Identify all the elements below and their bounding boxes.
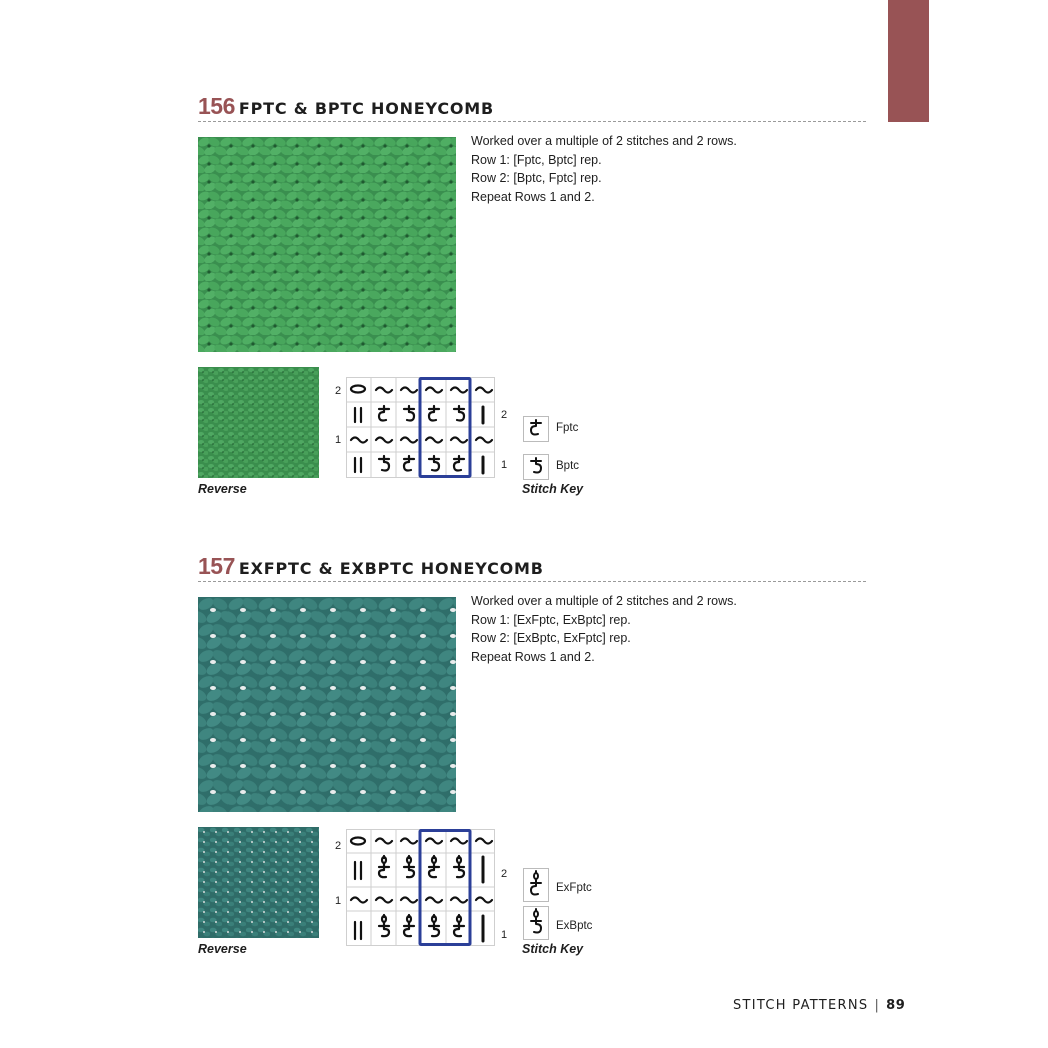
chain-symbol — [401, 438, 417, 443]
pattern-number: 156 — [198, 93, 235, 119]
chain-symbol — [476, 839, 492, 844]
chain-symbol — [426, 438, 442, 443]
dashed-rule — [198, 121, 866, 122]
instruction-line: Row 2: [ExBptc, ExFptc] rep. — [471, 631, 631, 645]
instruction-line: Repeat Rows 1 and 2. — [471, 189, 595, 204]
chain-symbol — [451, 898, 467, 903]
instruction-line: Repeat Rows 1 and 2. — [471, 649, 595, 664]
exbptc-symbol — [454, 856, 464, 877]
bptc-symbol — [404, 406, 414, 421]
instruction-line: Row 1: [ExFptc, ExBptc] rep. — [471, 612, 631, 627]
exfptc-symbol — [454, 915, 464, 936]
bptc-icon — [524, 455, 548, 479]
swatch-photo — [198, 597, 456, 812]
chain-symbol — [451, 839, 467, 844]
chain-symbol — [351, 438, 367, 443]
chart-row-number: 1 — [335, 434, 342, 446]
instructions — [471, 132, 737, 206]
chart-row-number: 2 — [501, 868, 508, 880]
chain-symbol — [401, 898, 417, 903]
chain-symbol — [451, 438, 467, 443]
pattern-title: EXFPTC & EXBPTC HONEYCOMB — [238, 559, 544, 578]
key-symbol-box — [523, 416, 549, 442]
exbptc-symbol — [429, 915, 439, 936]
chain-symbol — [451, 388, 467, 393]
key-symbol-box — [523, 454, 549, 480]
fptc-symbol — [429, 406, 439, 421]
stitch-chart — [346, 829, 496, 947]
chain-symbol — [401, 388, 417, 393]
chain-symbol — [376, 388, 392, 393]
fptc-symbol — [404, 456, 414, 471]
page-footer — [733, 998, 905, 1013]
chain-symbol — [426, 839, 442, 844]
stitch-key-title: Stitch Key — [522, 942, 584, 956]
chain-symbol — [351, 386, 365, 393]
dashed-rule — [198, 581, 866, 582]
reverse-label: Reverse — [198, 482, 247, 496]
chain-symbol — [476, 438, 492, 443]
fptc-icon — [524, 417, 548, 441]
instruction-line: Worked over a multiple of 2 stitches and 2 rows. — [471, 594, 737, 608]
footer-section: STITCH PATTERNS — [733, 998, 869, 1013]
instructions — [471, 592, 737, 666]
chain-symbol — [376, 438, 392, 443]
chain-symbol — [351, 898, 367, 903]
exfptc-symbol — [429, 856, 439, 877]
fptc-symbol — [454, 456, 464, 471]
fptc-symbol — [379, 406, 389, 421]
exfptc-symbol — [379, 856, 389, 877]
chart-row-number: 1 — [335, 895, 342, 907]
stitch-key-title: Stitch Key — [522, 482, 584, 496]
chart-row-number: 2 — [335, 385, 342, 397]
exfptc-symbol — [404, 915, 414, 936]
chain-symbol — [401, 839, 417, 844]
bptc-symbol — [379, 456, 389, 471]
exbptc-icon — [524, 907, 548, 939]
chart-row-number: 1 — [501, 929, 508, 941]
stitch-chart — [346, 377, 496, 479]
footer-separator: | — [874, 998, 881, 1013]
exfptc-icon — [524, 869, 548, 901]
exbptc-symbol — [379, 915, 389, 936]
page-number: 89 — [886, 998, 906, 1013]
chart-row-number: 2 — [501, 409, 508, 421]
chain-symbol — [351, 838, 365, 845]
reverse-swatch-photo — [198, 827, 319, 938]
bptc-symbol — [429, 456, 439, 471]
reverse-label: Reverse — [198, 942, 247, 956]
chain-symbol — [376, 839, 392, 844]
pattern-title: FPTC & BPTC HONEYCOMB — [238, 99, 495, 118]
chart-row-number: 1 — [501, 459, 508, 471]
swatch-photo — [198, 137, 456, 352]
chain-symbol — [426, 388, 442, 393]
instruction-line: Row 2: [Bptc, Fptc] rep. — [471, 171, 602, 185]
instruction-line: Row 1: [Fptc, Bptc] rep. — [471, 152, 602, 167]
chain-symbol — [426, 898, 442, 903]
exbptc-symbol — [404, 856, 414, 877]
key-symbol-box — [523, 906, 549, 940]
key-label: Fptc — [556, 422, 579, 434]
chain-symbol — [476, 898, 492, 903]
key-label: Bptc — [556, 460, 580, 472]
key-label: ExBptc — [556, 920, 593, 932]
chain-symbol — [476, 388, 492, 393]
chart-row-number: 2 — [335, 840, 342, 852]
pattern-heading — [198, 93, 494, 123]
reverse-swatch-photo — [198, 367, 319, 478]
pattern-heading — [198, 553, 544, 583]
key-symbol-box — [523, 868, 549, 902]
instruction-line: Worked over a multiple of 2 stitches and 2 rows. — [471, 134, 737, 148]
key-label: ExFptc — [556, 882, 592, 894]
chain-symbol — [376, 898, 392, 903]
bptc-symbol — [454, 406, 464, 421]
chapter-tab — [888, 0, 929, 122]
pattern-number: 157 — [198, 553, 235, 579]
